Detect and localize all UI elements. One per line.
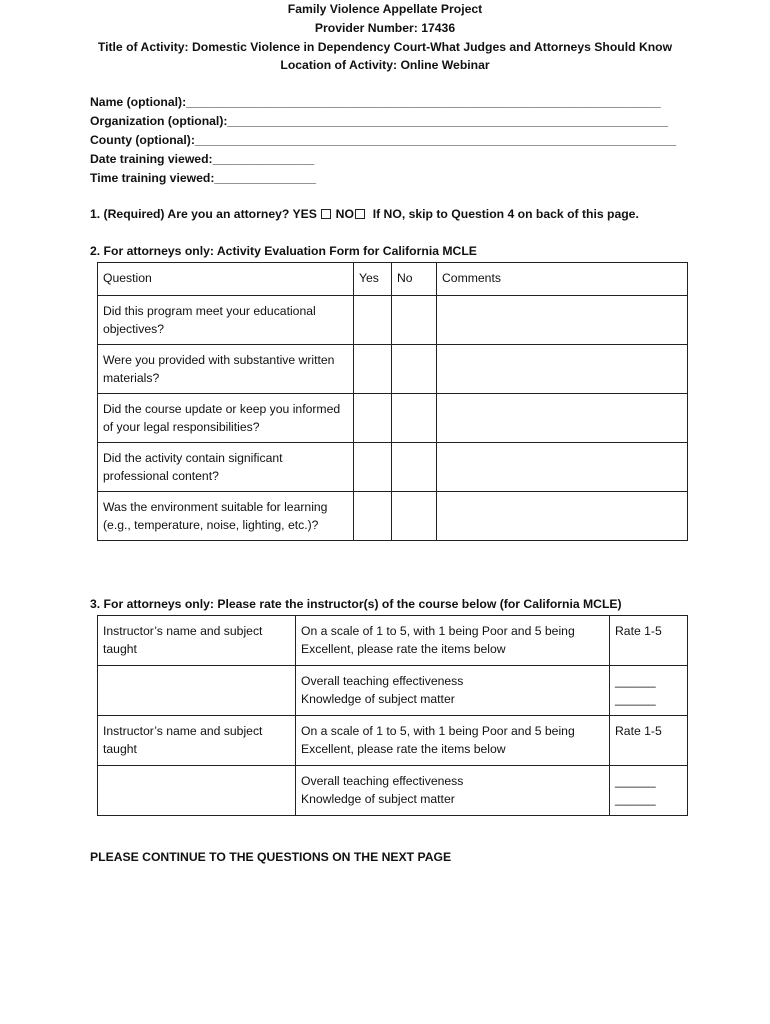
provider-number: Provider Number: 17436 [314,20,456,35]
table-row [98,492,688,541]
rating-blank[interactable]: ______ [615,791,656,806]
rate-label: Rate 1-5 [610,716,688,766]
no-cell[interactable] [392,296,437,345]
no-cell[interactable] [392,443,437,492]
q1-suffix: If NO, skip to Question 4 on back of this page. [372,207,639,221]
rating-blank[interactable]: ______ [615,691,656,706]
instructor-name-cell[interactable] [98,666,296,716]
question-text: Was the environment suitable for learning (e.g., temperature, noise, lighting, etc.)? [98,492,354,541]
scale-text: On a scale of 1 to 5, with 1 being Poor and 5 being Excellent, please rate the items below [296,716,610,766]
instructor-row [98,716,688,766]
item-subject-knowledge: Knowledge of subject matter [301,791,455,806]
header-question: Question [98,263,354,296]
comments-cell[interactable] [437,394,688,443]
question-3-title: 3. For attorneys only: Please rate the instructor(s) of the course below (for California MCLE) [90,597,622,611]
yes-cell[interactable] [354,296,392,345]
date-viewed-field[interactable]: Date training viewed:_______________ [90,152,315,166]
name-field[interactable]: Name (optional):______________________________________________________________________ [90,95,661,109]
rating-blanks [610,666,688,716]
no-cell[interactable] [392,492,437,541]
activity-title: Title of Activity: Domestic Violence in Dependency Court-What Judges and Attorneys Should Know [97,39,673,54]
rating-blank[interactable]: ______ [615,774,656,788]
no-cell[interactable] [392,394,437,443]
table-row [98,345,688,394]
table-row [98,443,688,492]
header-comments: Comments [437,263,688,296]
header-yes: Yes [354,263,392,296]
yes-cell[interactable] [354,394,392,443]
activity-location: Location of Activity: Online Webinar [280,58,490,73]
comments-cell[interactable] [437,296,688,345]
scale-text: On a scale of 1 to 5, with 1 being Poor and 5 being Excellent, please rate the items below [296,616,610,666]
item-teaching-effectiveness: Overall teaching effectiveness [301,674,464,688]
item-subject-knowledge: Knowledge of subject matter [301,691,455,706]
rating-items [296,766,610,816]
question-1 [90,207,639,221]
comments-cell[interactable] [437,492,688,541]
continue-note: PLEASE CONTINUE TO THE QUESTIONS ON THE NEXT PAGE [90,850,452,864]
yes-cell[interactable] [354,443,392,492]
table-row [98,394,688,443]
attendee-fields [90,93,676,188]
comments-cell[interactable] [437,345,688,394]
instructor-label: Instructor’s name and subject taught [98,716,296,766]
rating-blank[interactable]: ______ [615,674,656,688]
rating-row [98,666,688,716]
question-text: Were you provided with substantive written materials? [98,345,354,394]
question-2-title: 2. For attorneys only: Activity Evaluation Form for California MCLE [90,244,477,258]
instructor-name-cell[interactable] [98,766,296,816]
time-viewed-field[interactable]: Time training viewed:_______________ [90,171,317,185]
form-header [0,0,770,75]
yes-cell[interactable] [354,345,392,394]
question-text: Did the activity contain significant professional content? [98,443,354,492]
evaluation-table [97,262,688,541]
question-text: Did this program meet your educational objectives? [98,296,354,345]
yes-checkbox[interactable] [321,209,331,219]
instructor-label: Instructor’s name and subject taught [98,616,296,666]
comments-cell[interactable] [437,443,688,492]
no-checkbox[interactable] [355,209,365,219]
instructor-rating-table [97,615,688,816]
q1-prefix: 1. (Required) Are you an attorney? YES [90,207,317,221]
header-no: No [392,263,437,296]
no-cell[interactable] [392,345,437,394]
organization-field[interactable]: Organization (optional):_________________________________________________________________ [90,114,669,128]
rate-label: Rate 1-5 [610,616,688,666]
table-header-row [98,263,688,296]
org-title: Family Violence Appellate Project [287,2,483,16]
rating-blanks [610,766,688,816]
rating-row [98,766,688,816]
yes-cell[interactable] [354,492,392,541]
item-teaching-effectiveness: Overall teaching effectiveness [301,774,464,788]
rating-items [296,666,610,716]
instructor-row [98,616,688,666]
table-row [98,296,688,345]
question-text: Did the course update or keep you informed of your legal responsibilities? [98,394,354,443]
county-field[interactable]: County (optional):_______________________________________________________________________ [90,133,677,147]
q1-no-label: NO [335,207,354,221]
